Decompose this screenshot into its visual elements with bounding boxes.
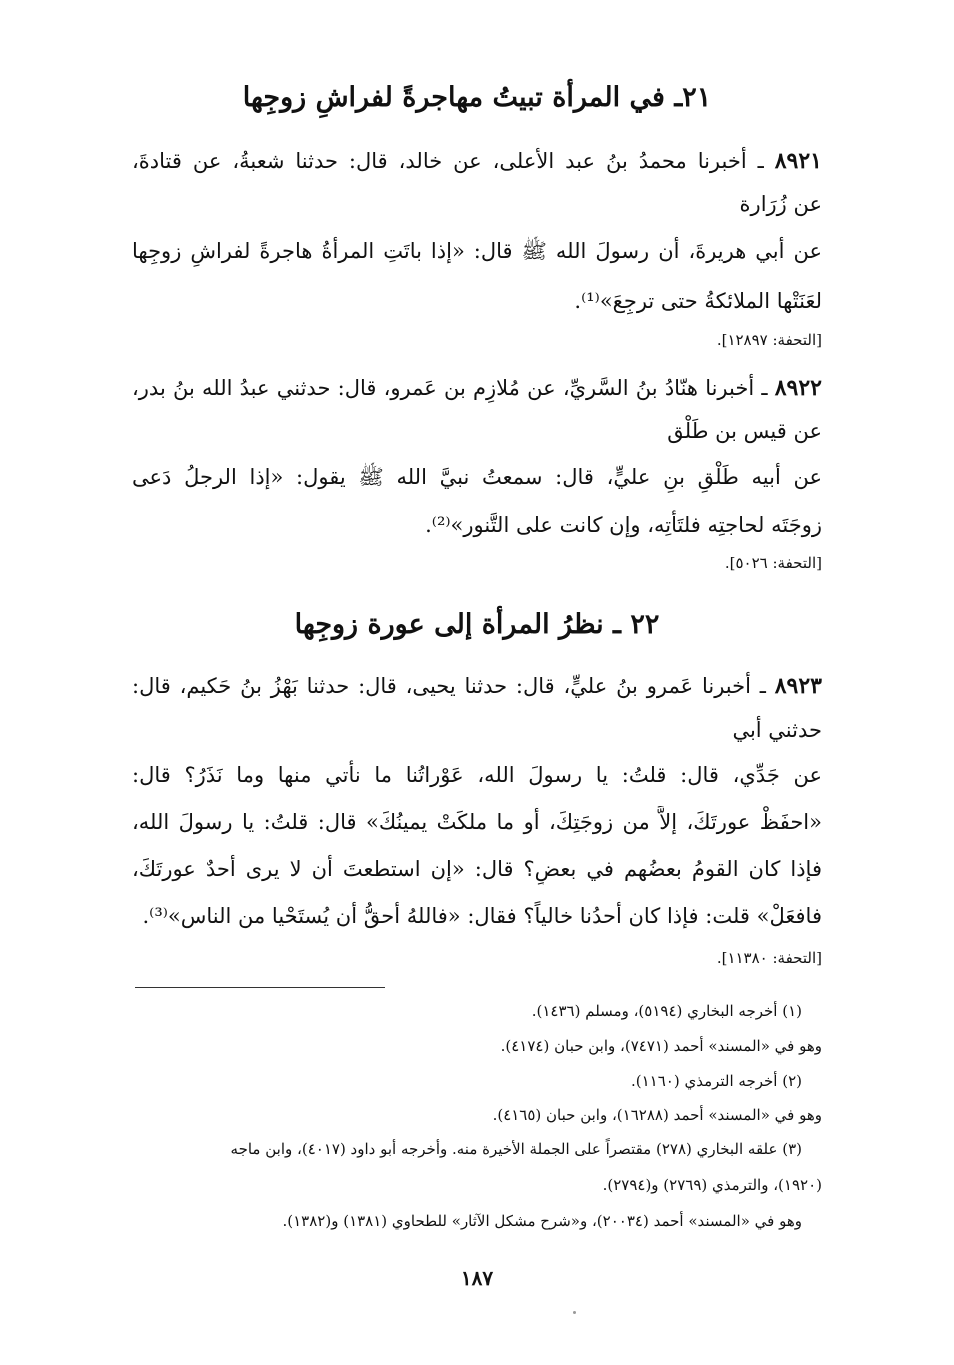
hadith-8923-isnad-line2: حدثني أبي [732,718,822,742]
hadith-8923-matn-line4: فافعَلْ» قلت: فإذا كان أحدُنا خالياً؟ فقال: «فاللهُ أحقُّ أن يُستَحْيا من الناس»⁽³⁾. [142,904,822,928]
hadith-8921-isnad-line1 [132,145,822,177]
hadith-8921-isnad-line2: عن زُرَارة [739,192,822,216]
footnote-3b: (١٩٢٠)، والترمذي (٢٧٦٩) و(٢٧٩٤). [602,1176,822,1194]
hadith-8921-matn-line2: لعَنَتْها الملائكةُ حتى ترجِعَ»⁽¹⁾. [574,289,822,313]
footnote-3a: (٣) علقه البخاري (٢٧٨) مقتصراً على الجملة الأخيرة منه. وأخرجه أبو داود (٤٠١٧)، وابن ماجه [230,1140,802,1158]
chapter-22-title: ٢٢ ـ نظرُ المرأة إلى عورة زوجِها [294,609,660,640]
hadith-8923-matn-line1: عن جَدِّي، قال: قلتُ: يا رسولَ الله، عَوْراتُنا ما نأتي منها وما نَذَرُ؟ قال: [132,763,822,787]
footnote-2b: وهو في «المسند» أحمد (١٦٢٨٨)، وابن حبان (٤١٦٥). [492,1106,822,1124]
hadith-8922-matn-line2: زوجَتَه لحاجتِه فلتَأْتِه، وإن كانت على التَّنور»⁽²⁾. [425,513,822,537]
hadith-8923-isnad-text: ـ أخبرنا عَمرو بنُ عليٍّ، قال: حدثنا يحيى، قال: حدثنا بَهْزُ بنُ حَكيم، قال: [132,674,775,698]
footnote-2a: (٢) أخرجه الترمذي (١١٦٠). [630,1072,802,1090]
page-number: ١٨٧ [460,1266,494,1290]
hadith-8922-matn-line1: عن أبيه طَلْقِ بنِ عليٍّ، قال: سمعتُ نبيَّ الله ﷺ يقول: «إذا الرجلُ دَعى [132,465,822,489]
footnote-3c: وهو في «المسند» أحمد (٢٠٠٣٤)، و«شرح مشكل الآثار» للطحاوي (١٣٨١) و(١٣٨٢). [282,1212,802,1230]
hadith-8921-number: ٨٩٢١ [774,148,822,174]
hadith-8923-tuhfa: [التحفة: ١١٣٨٠]. [716,949,822,967]
hadith-8921-isnad-text: ـ أخبرنا محمدُ بنُ عبد الأعلى، عن خالد، قال: حدثنا شعبةُ، عن قتادةَ، [132,149,775,173]
hadith-8921-tuhfa: [التحفة: ١٢٨٩٧]. [716,331,822,349]
scan-speck [573,1311,576,1314]
hadith-8923-number: ٨٩٢٣ [774,673,822,699]
hadith-8923-isnad-line1 [132,670,822,702]
hadith-8922-tuhfa: [التحفة: ٥٠٢٦]. [724,554,822,572]
footnote-separator [135,987,385,988]
footnote-1b: وهو في «المسند» أحمد (٧٤٧١)، وابن حبان (٤١٧٤). [500,1037,822,1055]
hadith-8923-matn-line2: «احفَظْ عورتَكَ، إلاَّ من زوجَتِكَ، أو ما ملكَتْ يمينُكَ» قال: قلتُ: يا رسولَ الله، [132,810,822,834]
hadith-8922-isnad-line1 [132,372,822,404]
chapter-21-title: ٢١ـ في المرأة تبيتُ مهاجرةً لفراشِ زوجِها [242,82,712,113]
hadith-8921-matn-line1: عن أبي هريرةَ، أن رسولَ الله ﷺ قال: «إذا باتَتِ المرأةُ هاجرةً لفراشِ زوجِها [132,239,822,263]
hadith-8922-isnad-text: ـ أخبرنا هنّادُ بنُ السَّريِّ، عن مُلازِم بن عَمرو، قال: حدثني عبدُ الله بنُ بدر، [132,376,775,400]
footnote-1a: (١) أخرجه البخاري (٥١٩٤)، ومسلم (١٤٣٦). [531,1002,802,1020]
hadith-8922-number: ٨٩٢٢ [774,375,822,401]
hadith-8922-isnad-line2: عن قيس بن طَلْق [667,419,822,443]
hadith-8923-matn-line3: فإذا كان القومُ بعضُهم في بعضٍ؟ قال: «إن استطعتَ أن لا يرى أحدٌ عورتَكَ، [132,857,822,881]
